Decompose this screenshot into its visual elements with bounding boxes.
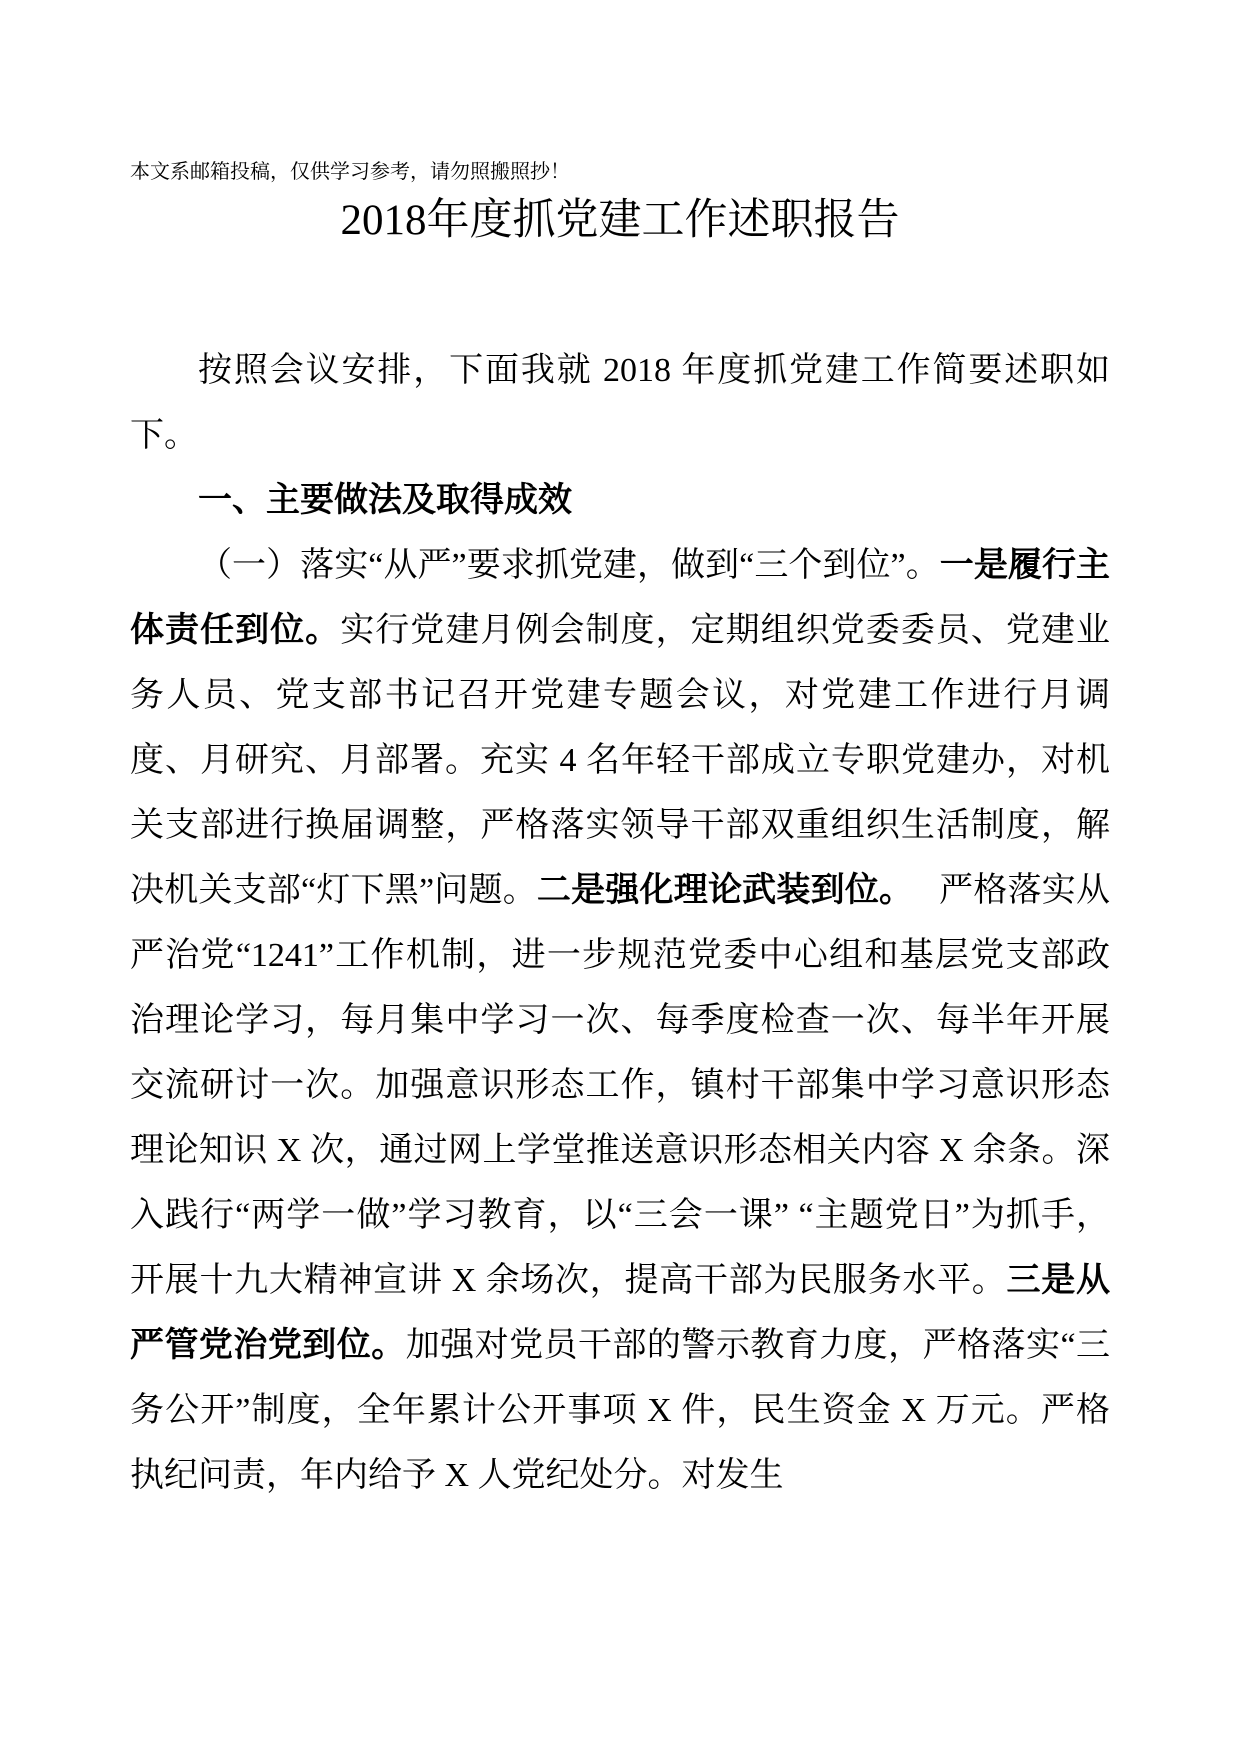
text-run: 按照会议安排，下面我就 2018 年度抓党建工作简要述职如下。 xyxy=(130,352,1110,454)
text-run: 实行党建月例会制度，定期组织党委委员、党建业务人员、党支部书记召开党建专题会议，对党建工作进行月调度、月研究、月部署。充实 4 名年轻干部成立专职党建办，对机关支部进行换届调整，严格落实领导干部双重组织生活制度，解决机关支部“灯下黑”问题。 xyxy=(130,612,1111,909)
bold-text-run: 三是从严管党治党到位。 xyxy=(130,1262,1110,1364)
text-run: 加强对党员干部的警示教育力度，严格落实“三务公开”制度，全年累计公开事项 X 件，民生资金 X 万元。严格执纪问责，年内给予 X 人党纪处分。对发生 xyxy=(130,1327,1110,1494)
document-title: 2018年度抓党建工作述职报告 xyxy=(340,197,900,244)
intro-paragraph xyxy=(130,338,1110,468)
bold-text-run: 二是强化理论武装到位。 xyxy=(536,872,897,909)
text-run: 严格落实从严治党“1241”工作机制，进一步规范党委中心组和基层党支部政治理论学习，每月集中学习一次、每季度检查一次、每半年开展交流研讨一次。加强意识形态工作，镇村干部集中学习意识形态理论知识 X 次，通过网上学堂推送意识形态相关内容 X 余条。深入践行“两学一做”学习教育，以“三会一课” “主题党日”为抓手，开展十九大精神宣讲 X 余场次，提高干部为民服务水平。 xyxy=(130,872,1111,1299)
bold-text-run: 一是履行主体责任到位。 xyxy=(130,547,1110,649)
document-body xyxy=(130,338,1110,1508)
section-1-paragraph xyxy=(130,533,1110,1508)
bold-text-run: 一、主要做法及取得成效 xyxy=(198,482,572,519)
section-heading-1 xyxy=(130,468,1110,533)
text-run: （一）落实“从严”要求抓党建，做到“三个到位”。 xyxy=(198,547,940,584)
source-note: 本文系邮箱投稿，仅供学习参考，请勿照搬照抄！ xyxy=(130,161,570,183)
